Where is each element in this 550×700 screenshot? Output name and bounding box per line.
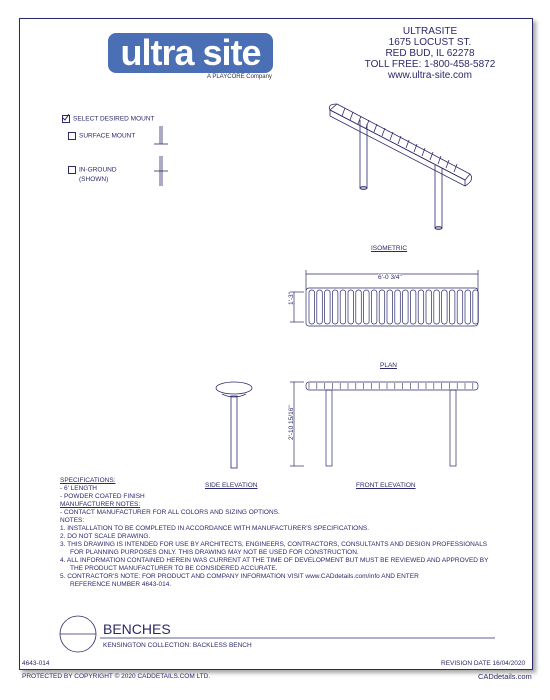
height-dimension: 2'-10 15/16" [288,405,295,440]
note-1: 1. INSTALLATION TO BE COMPLETED IN ACCORDANCE WITH MANUFACTURER'S SPECIFICATIONS. [60,525,370,532]
side-elevation-label: SIDE ELEVATION [205,482,258,489]
front-elevation-label: FRONT ELEVATION [356,482,416,489]
company-name: ULTRASITE [402,26,458,37]
caddetails-brand[interactable]: CADdetails.com [478,672,532,681]
in-ground-shown-label: (SHOWN) [79,176,109,183]
manufacturer-note: - CONTACT MANUFACTURER FOR ALL COLORS AND SIZING OPTIONS. [60,509,280,516]
note-4b: THE PRODUCT MANUFACTURER TO BE CONSIDERED ACCURATE. [70,565,278,572]
company-street: 1675 LOCUST ST. [388,37,472,48]
manufacturer-notes-header: MANUFACTURER NOTES: [60,501,141,508]
note-4a: 4. ALL INFORMATION CONTAINED HEREIN WAS CURRENT AT THE TIME OF DEVELOPMENT BUT MUST BE REVIEWED AND APPROVED BY [60,557,489,564]
copyright-text: PROTECTED BY COPYRIGHT © 2020 CADDETAILS.COM LTD. [22,673,211,680]
front-elevation-drawing [290,378,490,473]
drawing-subtitle: KENSINGTON COLLECTION: BACKLESS BENCH [103,642,252,649]
reference-number: 4643-014 [22,660,50,667]
spec-item: - 6' LENGTH [60,485,97,492]
side-elevation-drawing [212,380,257,472]
revision-date: REVISION DATE 16/04/2020 [441,660,526,667]
note-5a: 5. CONTRACTOR'S NOTE: FOR PRODUCT AND COMPANY INFORMATION VISIT www.CADdetails.com/info AND ENTER [60,573,419,580]
note-3b: FOR PLANNING PURPOSES ONLY. THIS DRAWING MAY NOT BE USED FOR CONSTRUCTION. [70,549,359,556]
select-mount-header [62,115,155,123]
isometric-label: ISOMETRIC [371,245,408,252]
isometric-bench-drawing [325,100,475,240]
checked-box-icon [62,115,70,123]
drawing-title: BENCHES [103,621,171,637]
surface-mount-option[interactable] [68,132,135,140]
mount-symbols [150,126,170,191]
width-dimension: 1'-3" [288,292,295,305]
mount-header-label: SELECT DESIRED MOUNT [73,115,155,123]
notes-header: NOTES: [60,517,85,524]
surface-mount-label: SURFACE MOUNT [79,132,136,140]
logo-tagline: A PLAYCORE Company [207,74,272,80]
company-address [355,26,505,81]
in-ground-option[interactable] [68,166,117,174]
length-dimension: 6'-0 3/4" [378,274,402,281]
logo-text: ultra site [120,32,261,73]
plan-label: PLAN [380,362,397,369]
note-2: 2. DO NOT SCALE DRAWING. [60,533,151,540]
plan-view-drawing [290,270,490,350]
note-5b: REFERENCE NUMBER 4643-014. [70,581,172,588]
ultrasite-logo [108,33,273,73]
note-3a: 3. THIS DRAWING IS INTENDED FOR USE BY ARCHITECTS, ENGINEERS, CONTRACTORS, CONSULTANTS AND DESIGN PROFESSIONALS [60,541,488,548]
specifications-notes [60,477,488,589]
checkbox-icon[interactable] [68,166,76,174]
company-city: RED BUD, IL 62278 [385,48,475,59]
in-ground-label: IN-GROUND [79,166,117,174]
spec-header: SPECIFICATIONS: [60,477,116,484]
company-phone: TOLL FREE: 1-800-458-5872 [364,59,496,70]
checkbox-icon[interactable] [68,132,76,140]
spec-item: - POWDER COATED FINISH [60,493,145,500]
company-web[interactable]: www.ultra-site.com [388,70,472,81]
